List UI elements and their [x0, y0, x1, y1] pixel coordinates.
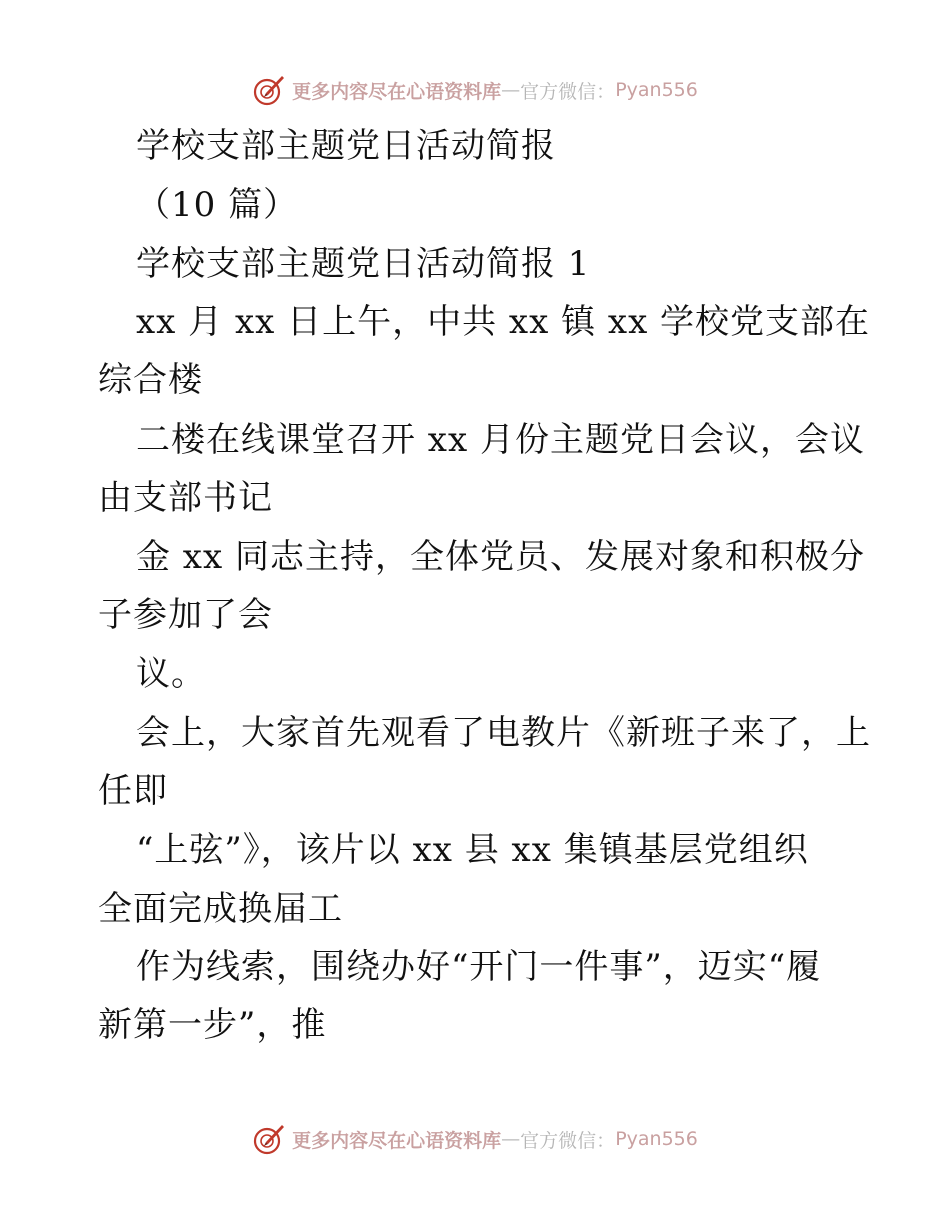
paragraph-line: 二楼在线课堂召开 xx 月份主题党日会议，会议	[136, 420, 865, 460]
section-heading: 学校支部主题党日活动简报 1	[136, 244, 591, 284]
paragraph-line: 综合楼	[98, 360, 203, 400]
paragraph-line: 全面完成换届工	[98, 889, 343, 929]
paragraph-line: 子参加了会	[98, 595, 273, 635]
watermark-wechat-label: 官方微信：	[520, 80, 616, 103]
paragraph-line: 新第一步”，推	[98, 1005, 327, 1045]
paragraph-line: 会上，大家首先观看了电教片《新班子来了，上	[136, 713, 871, 753]
watermark-wechat-id: Pyan556	[615, 79, 698, 101]
paragraph-line: 议。	[136, 654, 206, 694]
paragraph-line: xx 月 xx 日上午，中共 xx 镇 xx 学校党支部在	[136, 302, 871, 342]
header-watermark	[0, 72, 950, 108]
paragraph-line: 由支部书记	[98, 478, 273, 518]
document-title-count: （10 篇）	[136, 185, 299, 225]
watermark-wechat-label: 官方微信：	[520, 1129, 616, 1152]
paragraph-line: “上弦”》，该片以 xx 县 xx 集镇基层党组织	[136, 830, 809, 870]
quill-pen-logo-icon	[252, 73, 286, 107]
paragraph-line: 任即	[98, 771, 168, 811]
watermark-text: 更多内容尽在心语资料库	[292, 80, 502, 103]
watermark-separator: —	[501, 1128, 521, 1150]
footer-watermark	[0, 1121, 950, 1157]
quill-pen-logo-icon	[252, 1122, 286, 1156]
watermark-text: 更多内容尽在心语资料库	[292, 1129, 502, 1152]
watermark-separator: —	[501, 79, 521, 101]
paragraph-line: 作为线索，围绕办好“开门一件事”，迈实“履	[136, 947, 822, 987]
watermark-wechat-id: Pyan556	[615, 1128, 698, 1150]
paragraph-line: 金 xx 同志主持，全体党员、发展对象和积极分	[136, 537, 865, 577]
document-title: 学校支部主题党日活动简报	[136, 126, 556, 166]
